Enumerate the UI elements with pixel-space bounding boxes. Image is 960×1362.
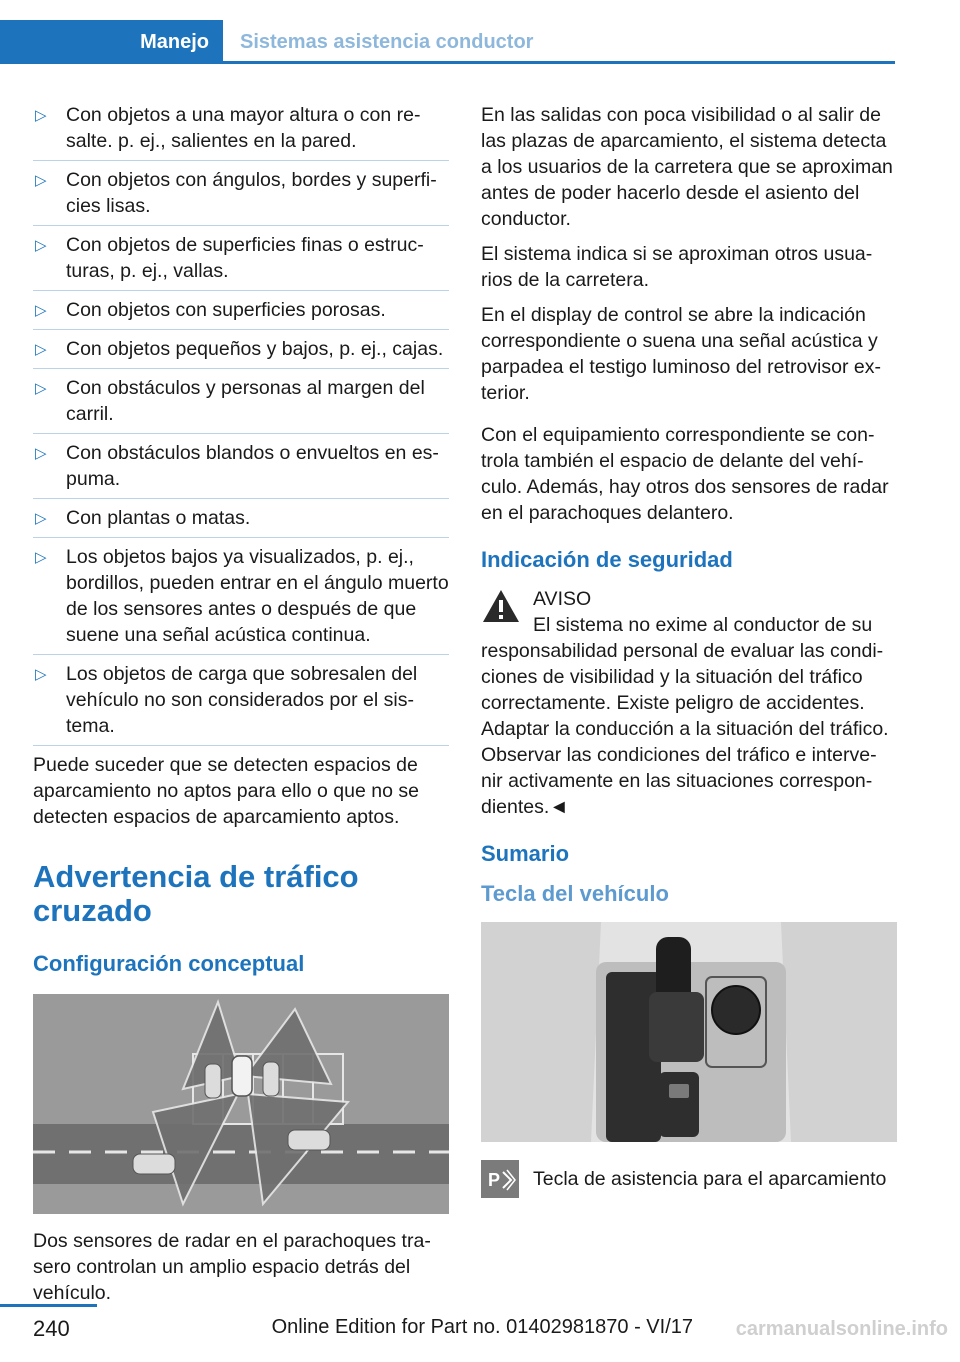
list-item-text: Con obstáculos blandos o envueltos en es-puma.: [66, 442, 439, 490]
figure-caption: Dos sensores de radar en el parachoques tra-sero controlan un amplio espacio detrás del vehículo.: [33, 1230, 431, 1304]
parking-assist-key-label: Tecla de asistencia para el aparcamiento: [533, 1168, 887, 1190]
list-item-text: Con plantas o matas.: [66, 507, 251, 529]
page-header: [0, 0, 960, 64]
right-column: [481, 102, 897, 1200]
bullet-triangle-icon: ▷: [35, 666, 47, 683]
warning-text: responsabilidad personal de evaluar las condi-ciones de visibilidad y la situación del tráfico correctamente. Existe peligro de accidentes. Adaptar la conducción a la situación del tráfico. Observar las condiciones del tráfico e interve-nir activamente en las situaciones correspon-dientes.◄: [481, 640, 889, 818]
footer-rule: [0, 1304, 97, 1307]
bullet-triangle-icon: ▷: [35, 380, 47, 397]
subsection-heading: Configuración conceptual: [33, 951, 305, 976]
front-sensors-paragraph: Con el equipamiento correspondiente se con-trola también el espacio de delante del vehí-culo. Además, hay otros dos sensores de radar en el parachoques delantero.: [481, 424, 889, 524]
center-console-photo: [481, 922, 897, 1142]
list-item: [33, 167, 449, 226]
parking-assist-icon: [481, 1160, 519, 1198]
bullet-triangle-icon: ▷: [35, 172, 47, 189]
section-heading: Advertencia de tráfico cruzado: [33, 859, 359, 928]
list-item-text: Con obstáculos y personas al margen del carril.: [66, 377, 425, 425]
parking-assist-key-row: [481, 1160, 897, 1200]
warning-block: [481, 586, 897, 638]
vehicle-button-heading: Tecla del vehículo: [481, 881, 669, 906]
safety-heading: Indicación de seguridad: [481, 547, 733, 572]
list-item-text: Con objetos con superficies porosas.: [66, 299, 386, 321]
display-paragraph: En el display de control se abre la indicación correspondiente o suena una señal acústica y parpadea el testigo luminoso del retrovisor ex-terior.: [481, 304, 881, 404]
summary-heading: Sumario: [481, 841, 570, 866]
list-item: [33, 336, 449, 369]
exit-paragraph: En las salidas con poca visibilidad o al salir de las plazas de aparcamiento, el sistema detecta a los usuarios de la carretera que se aproximan antes de poder hacerlo desde el asiento del conductor.: [481, 104, 893, 230]
warning-title: AVISO: [533, 588, 592, 610]
parking-spaces-paragraph: Puede suceder que se detecten espacios de aparcamiento no aptos para ello o que no se detecten espacios de aparcamiento aptos.: [33, 754, 419, 828]
header-rule: [223, 61, 895, 64]
bullet-triangle-icon: ▷: [35, 510, 47, 527]
list-item: [33, 375, 449, 434]
limitations-list: [33, 102, 449, 746]
list-item: [33, 505, 449, 538]
left-column: [33, 102, 449, 1315]
list-item-text: Con objetos con ángulos, bordes y superfi-cies lisas.: [66, 169, 437, 217]
indication-paragraph: El sistema indica si se aproximan otros usua-rios de la carretera.: [481, 243, 873, 291]
bullet-triangle-icon: ▷: [35, 341, 47, 358]
list-item-text: Con objetos pequeños y bajos, p. ej., cajas.: [66, 338, 444, 360]
bullet-triangle-icon: ▷: [35, 237, 47, 254]
list-item: [33, 297, 449, 330]
svg-text:P: P: [488, 1170, 501, 1190]
cross-traffic-illustration: [33, 994, 449, 1214]
warning-first-line: El sistema no exime al conductor de su: [533, 614, 873, 636]
list-item: [33, 544, 449, 655]
list-item: [33, 440, 449, 499]
bullet-triangle-icon: ▷: [35, 445, 47, 462]
bullet-triangle-icon: ▷: [35, 107, 47, 124]
cross-traffic-diagram: [33, 994, 449, 1214]
list-item-text: Los objetos de carga que sobresalen del vehículo no son considerados por el sis-tema.: [66, 663, 418, 737]
edition-note: Online Edition for Part no. 01402981870 - VI/17: [271, 1316, 693, 1338]
list-item: [33, 661, 449, 746]
page-number: 240: [33, 1316, 70, 1341]
list-item: [33, 102, 449, 161]
header-active-tab[interactable]: Manejo: [140, 31, 209, 53]
warning-triangle-icon: [481, 588, 521, 631]
bullet-triangle-icon: ▷: [35, 302, 47, 319]
bullet-triangle-icon: ▷: [35, 549, 47, 566]
watermark: carmanualsonline.info: [735, 1318, 948, 1340]
list-item: [33, 232, 449, 291]
list-item-text: Con objetos de superficies finas o estruc-turas, p. ej., vallas.: [66, 234, 424, 282]
center-console-illustration: [481, 922, 897, 1142]
header-section-title[interactable]: Sistemas asistencia conductor: [240, 31, 534, 53]
list-item-text: Los objetos bajos ya visualizados, p. ej., bordillos, pueden entrar en el ángulo muerto de los sensores antes o después de que suene una señal acústica continua.: [66, 546, 449, 646]
list-item-text: Con objetos a una mayor altura o con re-salte. p. ej., salientes en la pared.: [66, 104, 421, 152]
